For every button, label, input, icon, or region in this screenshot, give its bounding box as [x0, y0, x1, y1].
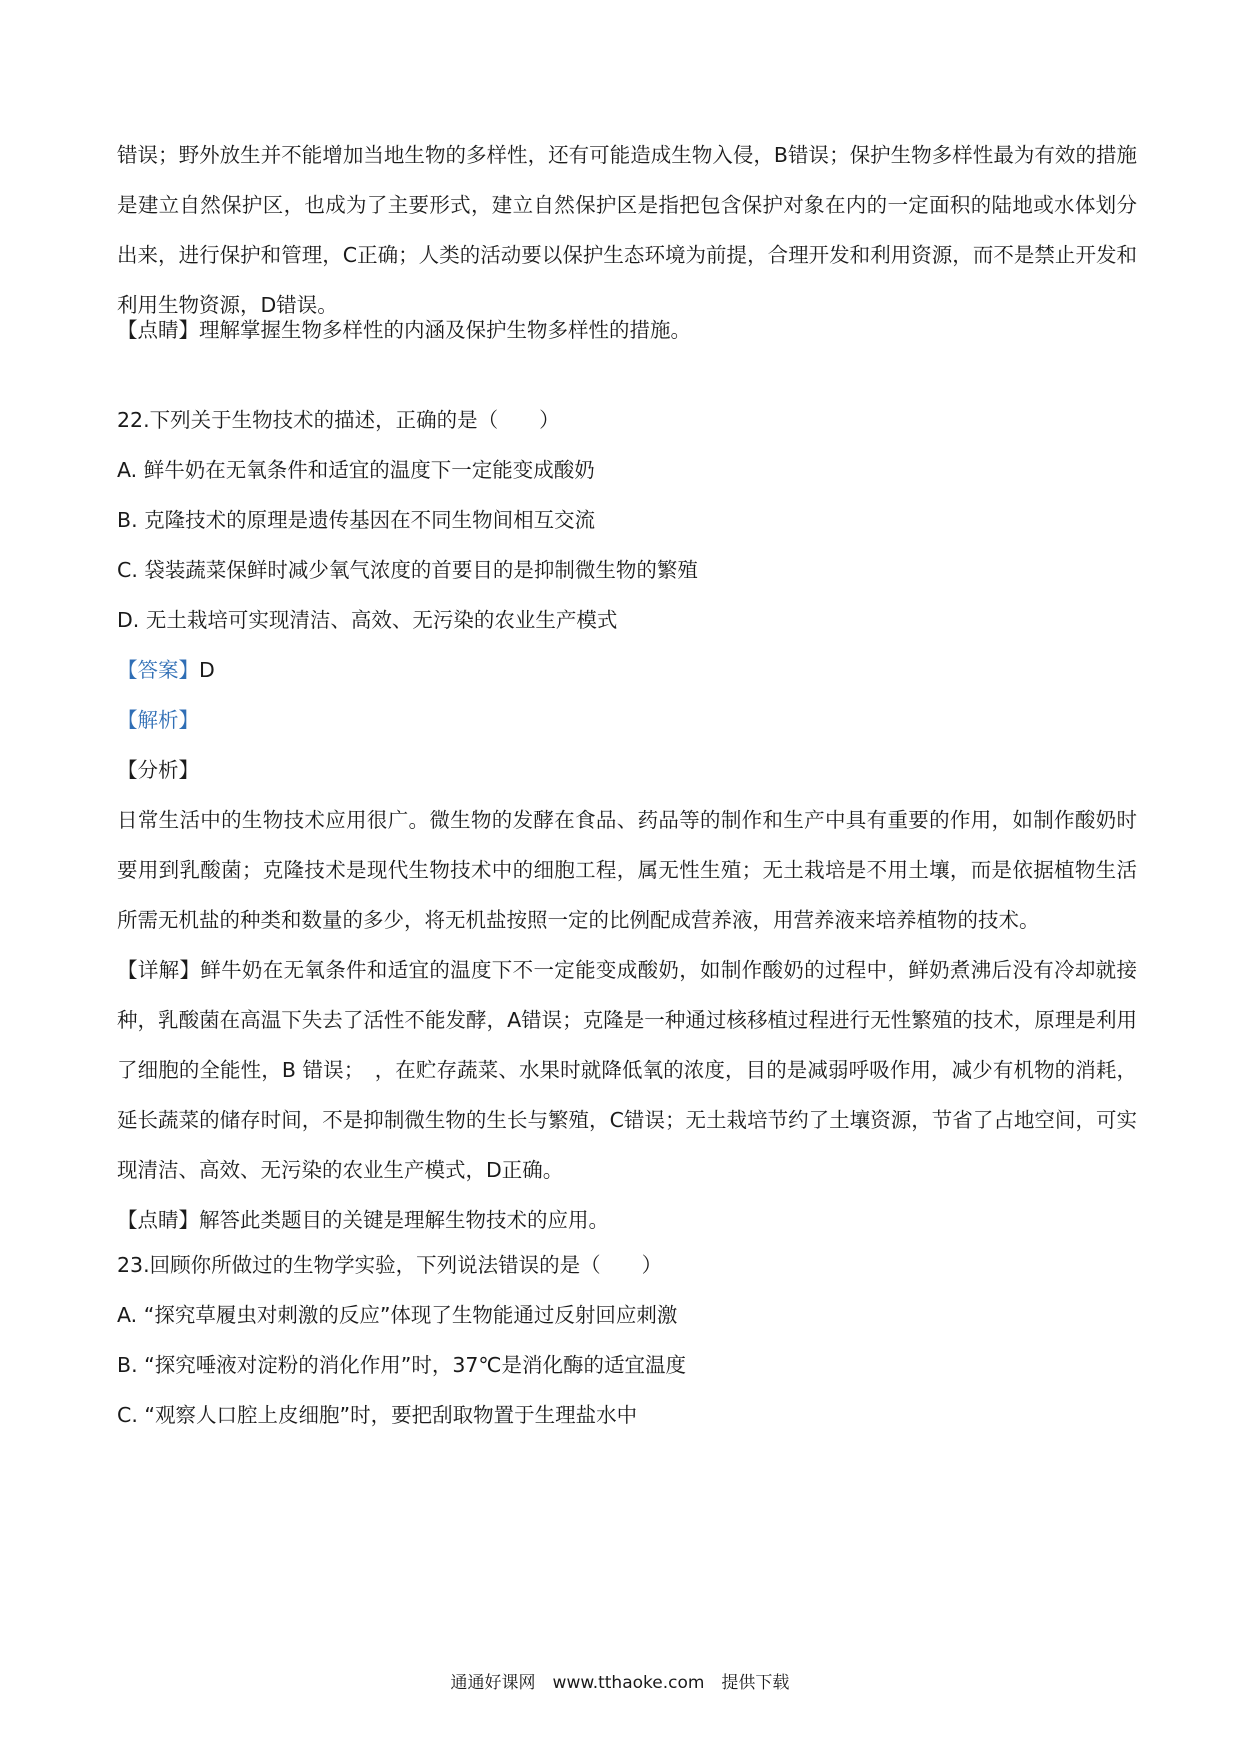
jiexi-tag: 【解析】: [117, 708, 199, 732]
prev-question-dianjing: [117, 305, 1137, 355]
question-22: [117, 395, 1137, 1245]
page-footer: 通通好课网 www.tthaoke.com 提供下载: [450, 1673, 790, 1693]
option-a: A. “探究草履虫对刺激的反应”体现了生物能通过反射回应刺激: [117, 1303, 678, 1327]
dianjing-text: 【点睛】解答此类题目的关键是理解生物技术的应用。: [117, 1208, 609, 1232]
option-d: D. 无土栽培可实现清洁、高效、无污染的农业生产模式: [117, 608, 618, 632]
dianjing-text: 【点睛】理解掌握生物多样性的内涵及保护生物多样性的措施。: [117, 318, 691, 342]
question-stem: 23.回顾你所做过的生物学实验，下列说法错误的是（ ）: [117, 1253, 663, 1277]
fenxi-tag: 【分析】: [117, 758, 199, 782]
option-b: B. 克隆技术的原理是遗传基因在不同生物间相互交流: [117, 508, 596, 532]
option-b: B. “探究唾液对淀粉的消化作用”时，37℃是消化酶的适宜温度: [117, 1353, 686, 1377]
question-stem: 22.下列关于生物技术的描述，正确的是（ ）: [117, 408, 560, 432]
fenxi-text: 日常生活中的生物技术应用很广。微生物的发酵在食品、药品等的制作和生产中具有重要的作用，如制作酸奶时要用到乳酸菌；克隆技术是现代生物技术中的细胞工程，属无性生殖；无土栽培是不用土壤，而是依据植物生活所需无机盐的种类和数量的多少，将无机盐按照一定的比例配成营养液，用营养液来培养植物的技术。: [117, 808, 1137, 932]
option-c: C. 袋装蔬菜保鲜时减少氧气浓度的首要目的是抑制微生物的繁殖: [117, 558, 698, 582]
answer-tag: 【答案】: [117, 658, 199, 682]
question-23: [117, 1240, 1137, 1440]
answer-value: D: [199, 658, 215, 682]
option-a: A. 鲜牛奶在无氧条件和适宜的温度下一定能变成酸奶: [117, 458, 595, 482]
option-c: C. “观察人口腔上皮细胞”时，要把刮取物置于生理盐水中: [117, 1403, 638, 1427]
explanation-paragraph: 错误；野外放生并不能增加当地生物的多样性，还有可能造成生物入侵，B错误；保护生物多样性最为有效的措施是建立自然保护区，也成为了主要形式，建立自然保护区是指把包含保护对象在内的一定面积的陆地或水体划分出来，进行保护和管理，C正确；人类的活动要以保护生态环境为前提，合理开发和利用资源，而不是禁止开发和利用生物资源，D错误。: [117, 143, 1137, 317]
xiangjie-text: 【详解】鲜牛奶在无氧条件和适宜的温度下不一定能变成酸奶，如制作酸奶的过程中，鲜奶煮沸后没有冷却就接种，乳酸菌在高温下失去了活性不能发酵，A错误；克隆是一种通过核移植过程进行无性繁殖的技术，原理是利用了细胞的全能性，B 错误； ，在贮存蔬菜、水果时就降低氧的浓度，目的是减弱呼吸作用，减少有机物的消耗，延长蔬菜的储存时间，不是抑制微生物的生长与繁殖，C错误；无土栽培节约了土壤资源，节省了占地空间，可实现清洁、高效、无污染的农业生产模式，D正确。: [117, 958, 1137, 1182]
answer-line: [117, 645, 1137, 695]
prev-question-explanation: [117, 130, 1137, 330]
